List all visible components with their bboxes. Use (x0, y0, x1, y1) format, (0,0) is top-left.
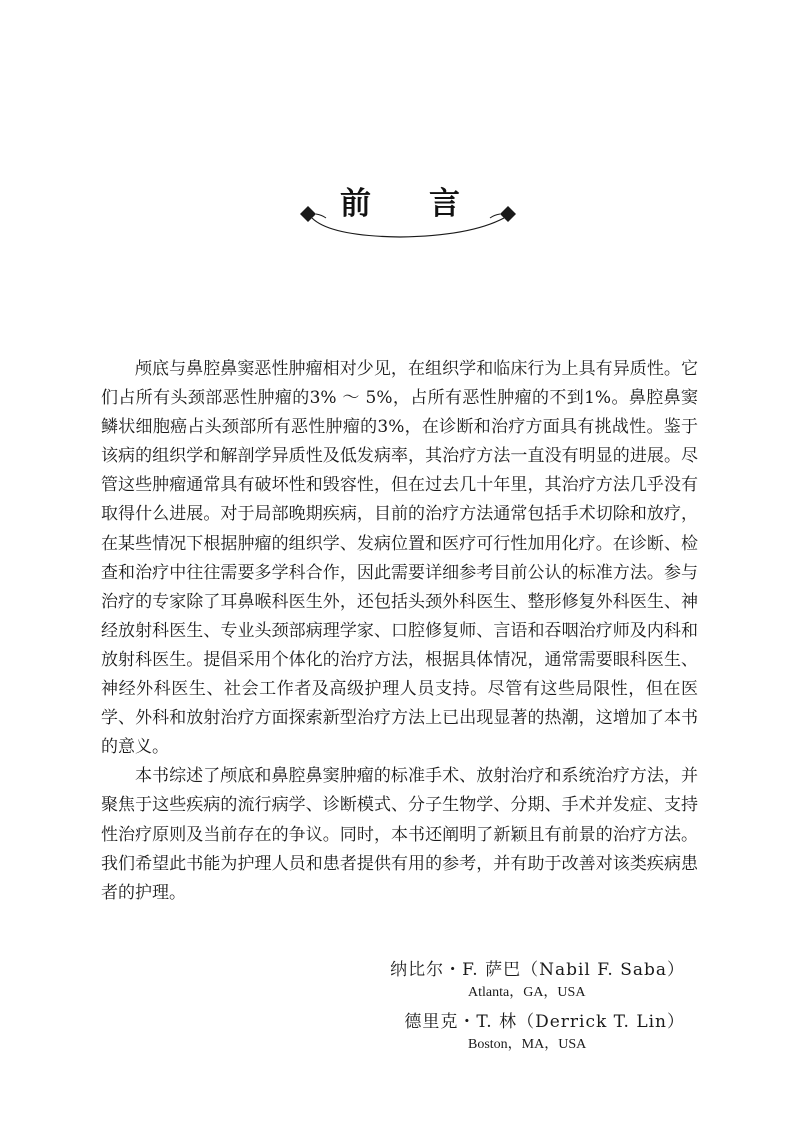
author-name: 纳比尔・F. 萨巴（Nabil F. Saba） (390, 960, 685, 980)
author-name: 德里克・T. 林（Derrick T. Lin） (404, 1012, 685, 1032)
author-location: Atlanta，GA，USA (468, 985, 586, 1000)
preface-body (101, 355, 698, 908)
paragraph: 本书综述了颅底和鼻腔鼻窦肿瘤的标准手术、放射治疗和系统治疗方法，并聚焦于这些疾病的流行病学、诊断模式、分子生物学、分期、手术并发症、支持性治疗原则及当前存在的争议。同时，本书还阐明了新颖且有前景的治疗方法。我们希望此书能为护理人员和患者提供有用的参考，并有助于改善对该类疾病患者的护理。 (101, 766, 698, 903)
signature-block (300, 958, 700, 1055)
author-location: Boston，MA，USA (468, 1037, 587, 1052)
preface-heading (0, 178, 800, 248)
paragraph: 颅底与鼻腔鼻窦恶性肿瘤相对少见，在组织学和临床行为上具有异质性。它们占所有头颈部恶性肿瘤的3% ～ 5%，占所有恶性肿瘤的不到1%。鼻腔鼻窦鳞状细胞癌占头颈部所有恶性肿瘤的3%，在诊断和治疗方面具有挑战性。鉴于该病的组织学和解剖学异质性及低发病率，其治疗方法一直没有明显的进展。尽管这些肿瘤通常具有破坏性和毁容性，但在过去几十年里，其治疗方法几乎没有取得什么进展。对于局部晚期疾病，目前的治疗方法通常包括手术切除和放疗，在某些情况下根据肿瘤的组织学、发病位置和医疗可行性加用化疗。在诊断、检查和治疗中往往需要多学科合作，因此需要详细参考目前公认的标准方法。参与治疗的专家除了耳鼻喉科医生外，还包括头颈外科医生、整形修复外科医生、神经放射科医生、专业头颈部病理学家、口腔修复师、言语和吞咽治疗师及内科和放射科医生。提倡采用个体化的治疗方法，根据具体情况，通常需要眼科医生、神经外科医生、社会工作者及高级护理人员支持。尽管有这些局限性，但在医学、外科和放射治疗方面探索新型治疗方法上已出现显著的热潮，这增加了本书的意义。 (101, 359, 698, 758)
page-title: 前言 (340, 186, 518, 222)
